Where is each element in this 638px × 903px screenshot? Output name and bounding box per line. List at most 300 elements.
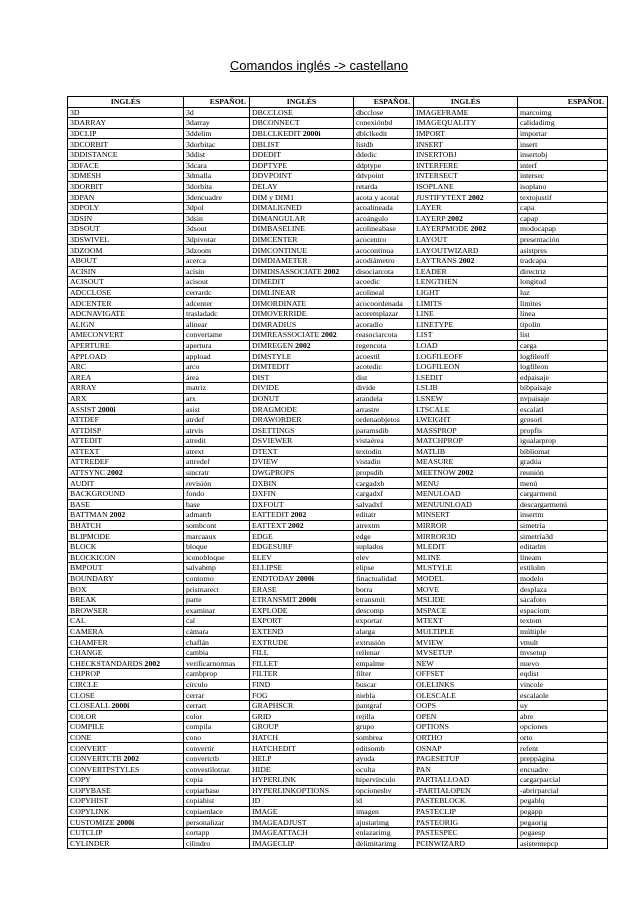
- cell-ingles: FIND: [250, 679, 354, 690]
- cell-espanol: salvadxf: [354, 499, 414, 510]
- cell-ingles: CAL: [68, 616, 184, 627]
- table-row: [68, 414, 608, 425]
- cell-espanol: copiahist: [184, 796, 250, 807]
- table-row: [68, 139, 608, 150]
- cell-espanol: edpaisaje: [518, 372, 608, 383]
- cell-ingles: LOGFILEOFF: [414, 351, 518, 362]
- cell-espanol: grosorl: [518, 414, 608, 425]
- table-row: [68, 319, 608, 330]
- cell-espanol: acocoordenada: [354, 298, 414, 309]
- cell-ingles: CUTCLIP: [68, 827, 184, 838]
- table-row: [68, 669, 608, 680]
- cell-ingles: DBLCLKEDIT 2000i: [250, 128, 354, 139]
- table-row: [68, 213, 608, 224]
- cell-espanol: atrextm: [354, 520, 414, 531]
- cell-espanol: múltiple: [518, 626, 608, 637]
- cell-ingles: 3DSIN: [68, 213, 184, 224]
- cell-ingles: DVIEW: [250, 457, 354, 468]
- cell-espanol: id: [354, 796, 414, 807]
- cell-espanol: textodin: [354, 446, 414, 457]
- table-row: [68, 499, 608, 510]
- cell-espanol: 3d: [184, 107, 250, 118]
- cell-espanol: simetría: [518, 520, 608, 531]
- cell-espanol: empalme: [354, 658, 414, 669]
- cell-ingles: DIMBASELINE: [250, 224, 354, 235]
- cell-espanol: convertame: [184, 330, 250, 341]
- cell-ingles: OOPS: [414, 700, 518, 711]
- cell-espanol: importar: [518, 128, 608, 139]
- table-row: [68, 838, 608, 849]
- cell-espanol: tradcapa: [518, 255, 608, 266]
- cell-ingles: ADCNAVIGATE: [68, 308, 184, 319]
- cell-ingles: DWGPROPS: [250, 467, 354, 478]
- table-row: [68, 446, 608, 457]
- cell-espanol: insertm: [518, 510, 608, 521]
- cell-espanol: ajustarimg: [354, 817, 414, 828]
- cell-espanol: hipervínculo: [354, 775, 414, 786]
- cell-ingles: DIVIDE: [250, 383, 354, 394]
- cell-espanol: pegaorig: [518, 817, 608, 828]
- cell-ingles: ORTHO: [414, 732, 518, 743]
- cell-espanol: trasladadc: [184, 308, 250, 319]
- cell-ingles: FILLET: [250, 658, 354, 669]
- cell-ingles: 3DDISTANCE: [68, 149, 184, 160]
- cell-espanol: 3darray: [184, 118, 250, 129]
- cell-espanol: acota y acotal: [354, 192, 414, 203]
- table-row: [68, 584, 608, 595]
- cell-ingles: HIDE: [250, 764, 354, 775]
- cell-ingles: MSPACE: [414, 605, 518, 616]
- cell-ingles: HATCHEDIT: [250, 743, 354, 754]
- cell-ingles: CUSTOMIZE 2000i: [68, 817, 184, 828]
- cell-espanol: chaflán: [184, 637, 250, 648]
- cell-ingles: PAGESETUP: [414, 753, 518, 764]
- cell-ingles: GROUP: [250, 722, 354, 733]
- cell-espanol: orto: [518, 732, 608, 743]
- cell-ingles: MEETNOW 2002: [414, 467, 518, 478]
- cell-espanol: cerrar: [184, 690, 250, 701]
- table-row: [68, 298, 608, 309]
- cell-ingles: CAMERA: [68, 626, 184, 637]
- cell-ingles: BHATCH: [68, 520, 184, 531]
- cell-ingles: DIMDIAMETER: [250, 255, 354, 266]
- cell-espanol: revisión: [184, 478, 250, 489]
- cell-ingles: DSETTINGS: [250, 425, 354, 436]
- table-row: [68, 647, 608, 658]
- cell-ingles: OSNAP: [414, 743, 518, 754]
- cell-ingles: DRAWORDER: [250, 414, 354, 425]
- cell-espanol: acotedic: [354, 361, 414, 372]
- cell-ingles: ETRANSMIT 2000i: [250, 594, 354, 605]
- cell-ingles: ACISIN: [68, 266, 184, 277]
- cell-ingles: LSLIB: [414, 383, 518, 394]
- cell-espanol: modocapap: [518, 224, 608, 235]
- cell-espanol: listdb: [354, 139, 414, 150]
- cell-espanol: contorno: [184, 573, 250, 584]
- cell-ingles: OPTIONS: [414, 722, 518, 733]
- table-row: [68, 224, 608, 235]
- cell-ingles: MSLIDE: [414, 594, 518, 605]
- cell-ingles: 3DZOOM: [68, 245, 184, 256]
- table-row: [68, 637, 608, 648]
- cell-ingles: CHPROP: [68, 669, 184, 680]
- table-row: [68, 245, 608, 256]
- cell-ingles: COMPILE: [68, 722, 184, 733]
- cell-espanol: igualarprop: [518, 436, 608, 447]
- cell-ingles: ID: [250, 796, 354, 807]
- cell-ingles: OPEN: [414, 711, 518, 722]
- cell-ingles: BATTMAN 2002: [68, 510, 184, 521]
- cell-espanol: 3dsin: [184, 213, 250, 224]
- cell-espanol: opciones: [518, 722, 608, 733]
- table-row: [68, 383, 608, 394]
- commands-table: [67, 96, 608, 849]
- cell-espanol: personalizar: [184, 817, 250, 828]
- cell-ingles: ENDTODAY 2000i: [250, 573, 354, 584]
- cell-espanol: ddedic: [354, 149, 414, 160]
- cell-espanol: rejilla: [354, 711, 414, 722]
- cell-ingles: COPYHIST: [68, 796, 184, 807]
- cell-espanol: copia: [184, 775, 250, 786]
- cell-ingles: DIMLINEAR: [250, 287, 354, 298]
- cell-ingles: 3DPAN: [68, 192, 184, 203]
- cell-espanol: regencota: [354, 340, 414, 351]
- cell-espanol: 3dorbitac: [184, 139, 250, 150]
- cell-espanol: acerca: [184, 255, 250, 266]
- cell-ingles: APERTURE: [68, 340, 184, 351]
- table-row: [68, 361, 608, 372]
- cell-espanol: appload: [184, 351, 250, 362]
- cell-ingles: OLELINKS: [414, 679, 518, 690]
- cell-ingles: BREAK: [68, 594, 184, 605]
- cell-espanol: attredef: [184, 457, 250, 468]
- cell-ingles: LOAD: [414, 340, 518, 351]
- cell-ingles: DIMALIGNED: [250, 202, 354, 213]
- cell-ingles: AREA: [68, 372, 184, 383]
- cell-espanol: propsdib: [354, 467, 414, 478]
- cell-ingles: FILTER: [250, 669, 354, 680]
- cell-ingles: DIMTEDIT: [250, 361, 354, 372]
- table-row: [68, 425, 608, 436]
- cell-ingles: MLSTYLE: [414, 563, 518, 574]
- cell-ingles: AMECONVERT: [68, 330, 184, 341]
- cell-ingles: IMAGE: [250, 806, 354, 817]
- cell-espanol: nvpaisaje: [518, 393, 608, 404]
- cell-ingles: CYLINDER: [68, 838, 184, 849]
- cell-espanol: descomp: [354, 605, 414, 616]
- cell-ingles: MLEDIT: [414, 541, 518, 552]
- cell-ingles: ELEV: [250, 552, 354, 563]
- cell-ingles: MIRROR: [414, 520, 518, 531]
- cell-ingles: GRID: [250, 711, 354, 722]
- cell-espanol: admatrb: [184, 510, 250, 521]
- cell-ingles: MENULOAD: [414, 488, 518, 499]
- cell-ingles: JUSTIFYTEXT 2002: [414, 192, 518, 203]
- cell-ingles: DIMDISASSOCIATE 2002: [250, 266, 354, 277]
- cell-espanol: acoedic: [354, 277, 414, 288]
- cell-ingles: CLOSE: [68, 690, 184, 701]
- cell-ingles: INTERFERE: [414, 160, 518, 171]
- cell-ingles: PCINWIZARD: [414, 838, 518, 849]
- cell-espanol: vmult: [518, 637, 608, 648]
- cell-ingles: DIM y DIM1: [250, 192, 354, 203]
- cell-espanol: interf: [518, 160, 608, 171]
- cell-ingles: BLOCK: [68, 541, 184, 552]
- table-row: [68, 711, 608, 722]
- cell-espanol: límites: [518, 298, 608, 309]
- table-row: [68, 658, 608, 669]
- table-row: [68, 128, 608, 139]
- header-ingles-2: INGLÉS: [250, 97, 354, 108]
- cell-ingles: EXPORT: [250, 616, 354, 627]
- cell-espanol: desplaza: [518, 584, 608, 595]
- table-row: [68, 171, 608, 182]
- cell-espanol: insert: [518, 139, 608, 150]
- cell-espanol: menú: [518, 478, 608, 489]
- cell-ingles: MVIEW: [414, 637, 518, 648]
- cell-espanol: 3dencuadre: [184, 192, 250, 203]
- cell-ingles: MATLIB: [414, 446, 518, 457]
- table-row: [68, 255, 608, 266]
- cell-ingles: MENUUNLOAD: [414, 499, 518, 510]
- cell-espanol: cargarmenú: [518, 488, 608, 499]
- cell-ingles: DBCONNECT: [250, 118, 354, 129]
- table-row: [68, 181, 608, 192]
- cell-espanol: simetría3d: [518, 531, 608, 542]
- cell-ingles: BLOCKICON: [68, 552, 184, 563]
- cell-espanol: sombrea: [354, 732, 414, 743]
- cell-ingles: DIMEDIT: [250, 277, 354, 288]
- cell-ingles: CIRCLE: [68, 679, 184, 690]
- cell-ingles: EXPLODE: [250, 605, 354, 616]
- cell-espanol: cargarparcial: [518, 775, 608, 786]
- cell-ingles: DIMRADIUS: [250, 319, 354, 330]
- cell-ingles: ATTDISP: [68, 425, 184, 436]
- cell-espanol: luz: [518, 287, 608, 298]
- cell-espanol: pantgraf: [354, 700, 414, 711]
- cell-espanol: convertir: [184, 743, 250, 754]
- cell-ingles: LSEDIT: [414, 372, 518, 383]
- cell-ingles: HYPERLINK: [250, 775, 354, 786]
- cell-ingles: BMPOUT: [68, 563, 184, 574]
- cell-espanol: niebla: [354, 690, 414, 701]
- cell-ingles: DDEDIT: [250, 149, 354, 160]
- cell-ingles: 3DCLIP: [68, 128, 184, 139]
- header-ingles-3: INGLÉS: [414, 97, 518, 108]
- cell-espanol: gradúa: [518, 457, 608, 468]
- table-row: [68, 531, 608, 542]
- cell-ingles: DBLIST: [250, 139, 354, 150]
- cell-ingles: CHECKSTANDARDS 2002: [68, 658, 184, 669]
- cell-ingles: DIST: [250, 372, 354, 383]
- cell-espanol: alinear: [184, 319, 250, 330]
- cell-espanol: copiarbase: [184, 785, 250, 796]
- cell-espanol: presentación: [518, 234, 608, 245]
- cell-espanol: propfis: [518, 425, 608, 436]
- cell-ingles: MULTIPLE: [414, 626, 518, 637]
- cell-ingles: ACISOUT: [68, 277, 184, 288]
- table-row: [68, 266, 608, 277]
- cell-espanol: copiaenlace: [184, 806, 250, 817]
- cell-ingles: 3DSOUT: [68, 224, 184, 235]
- cell-ingles: CONVERTPSTYLES: [68, 764, 184, 775]
- table-row: [68, 202, 608, 213]
- cell-espanol: textojustif: [518, 192, 608, 203]
- cell-espanol: vincole: [518, 679, 608, 690]
- table-row: [68, 393, 608, 404]
- cell-espanol: asistpres: [518, 245, 608, 256]
- cell-ingles: LAYER: [414, 202, 518, 213]
- cell-espanol: logfileon: [518, 361, 608, 372]
- cell-espanol: convertctb: [184, 753, 250, 764]
- cell-espanol: vistadin: [354, 457, 414, 468]
- cell-ingles: LENGTHEN: [414, 277, 518, 288]
- cell-espanol: marcaaux: [184, 531, 250, 542]
- cell-espanol: parte: [184, 594, 250, 605]
- cell-espanol: extrusión: [354, 637, 414, 648]
- cell-ingles: COPY: [68, 775, 184, 786]
- table-row: [68, 764, 608, 775]
- cell-espanol: acoalineada: [354, 202, 414, 213]
- cell-espanol: opcioneshv: [354, 785, 414, 796]
- cell-espanol: escalaole: [518, 690, 608, 701]
- cell-ingles: ISOPLANE: [414, 181, 518, 192]
- table-row: [68, 330, 608, 341]
- table-row: [68, 785, 608, 796]
- cell-espanol: bloque: [184, 541, 250, 552]
- cell-ingles: INSERTOBJ: [414, 149, 518, 160]
- table-row: [68, 594, 608, 605]
- header-ingles-1: INGLÉS: [68, 97, 184, 108]
- cell-ingles: MTEXT: [414, 616, 518, 627]
- cell-ingles: IMAGEATTACH: [250, 827, 354, 838]
- cell-espanol: suplados: [354, 541, 414, 552]
- cell-espanol: marcoimg: [518, 107, 608, 118]
- cell-ingles: IMAGEFRAME: [414, 107, 518, 118]
- table-row: [68, 404, 608, 415]
- cell-espanol: bibliomat: [518, 446, 608, 457]
- cell-espanol: cargadxb: [354, 478, 414, 489]
- cell-ingles: ATTSYNC 2002: [68, 467, 184, 478]
- cell-ingles: LIGHT: [414, 287, 518, 298]
- cell-espanol: finactualidad: [354, 573, 414, 584]
- cell-ingles: LIMITS: [414, 298, 518, 309]
- cell-espanol: sacafoto: [518, 594, 608, 605]
- cell-espanol: directriz: [518, 266, 608, 277]
- table-row: [68, 817, 608, 828]
- cell-espanol: elipse: [354, 563, 414, 574]
- cell-ingles: DIMCONTINUE: [250, 245, 354, 256]
- table-row: [68, 616, 608, 627]
- cell-ingles: IMAGECLIP: [250, 838, 354, 849]
- cell-espanol: oculta: [354, 764, 414, 775]
- cell-ingles: MOVE: [414, 584, 518, 595]
- cell-ingles: PASTEORIG: [414, 817, 518, 828]
- table-row: [68, 340, 608, 351]
- table-row: [68, 351, 608, 362]
- table-row: [68, 573, 608, 584]
- cell-espanol: acoángulo: [354, 213, 414, 224]
- cell-ingles: ATTREDEF: [68, 457, 184, 468]
- cell-espanol: base: [184, 499, 250, 510]
- cell-ingles: LINETYPE: [414, 319, 518, 330]
- table-row: [68, 775, 608, 786]
- cell-espanol: círculo: [184, 679, 250, 690]
- cell-espanol: asistentepcp: [518, 838, 608, 849]
- cell-ingles: BROWSER: [68, 605, 184, 616]
- cell-ingles: EDGE: [250, 531, 354, 542]
- cell-ingles: BLIPMODE: [68, 531, 184, 542]
- cell-espanol: encuadre: [518, 764, 608, 775]
- cell-espanol: alarga: [354, 626, 414, 637]
- cell-ingles: ARC: [68, 361, 184, 372]
- cell-espanol: verificarnormas: [184, 658, 250, 669]
- cell-ingles: LAYERP 2002: [414, 213, 518, 224]
- cell-ingles: PARTIALLOAD: [414, 775, 518, 786]
- table-row: [68, 700, 608, 711]
- cell-espanol: cerrart: [184, 700, 250, 711]
- cell-espanol: atredit: [184, 436, 250, 447]
- cell-espanol: arco: [184, 361, 250, 372]
- cell-espanol: paramsdib: [354, 425, 414, 436]
- cell-ingles: ABOUT: [68, 255, 184, 266]
- table-row: [68, 827, 608, 838]
- cell-espanol: vistaérea: [354, 436, 414, 447]
- cell-ingles: PASTEBLOCK: [414, 796, 518, 807]
- cell-ingles: HELP: [250, 753, 354, 764]
- cell-ingles: DIMREASSOCIATE 2002: [250, 330, 354, 341]
- cell-ingles: ARRAY: [68, 383, 184, 394]
- cell-ingles: ATTEDIT: [68, 436, 184, 447]
- cell-ingles: CHAMFER: [68, 637, 184, 648]
- cell-espanol: color: [184, 711, 250, 722]
- cell-ingles: 3DMESH: [68, 171, 184, 182]
- cell-espanol: 3dpivotar: [184, 234, 250, 245]
- table-row: [68, 679, 608, 690]
- table-row: [68, 541, 608, 552]
- cell-ingles: DBCCLOSE: [250, 107, 354, 118]
- header-espanol-1: ESPAÑOL: [184, 97, 250, 108]
- table-row: [68, 722, 608, 733]
- table-row: [68, 563, 608, 574]
- cell-espanol: ayuda: [354, 753, 414, 764]
- cell-ingles: ASSIST 2000i: [68, 404, 184, 415]
- cell-espanol: cortapp: [184, 827, 250, 838]
- cell-espanol: 3dmalla: [184, 171, 250, 182]
- cell-ingles: ADCCLOSE: [68, 287, 184, 298]
- cell-espanol: escalatl: [518, 404, 608, 415]
- table-row: [68, 552, 608, 563]
- cell-ingles: 3DSWIVEL: [68, 234, 184, 245]
- cell-espanol: 3dzoom: [184, 245, 250, 256]
- cell-ingles: DDVPOINT: [250, 171, 354, 182]
- cell-espanol: dist: [354, 372, 414, 383]
- cell-ingles: FILL: [250, 647, 354, 658]
- cell-ingles: PASTECLIP: [414, 806, 518, 817]
- cell-ingles: CLOSEALL 2000i: [68, 700, 184, 711]
- cell-espanol: 3dcara: [184, 160, 250, 171]
- cell-ingles: PAN: [414, 764, 518, 775]
- cell-espanol: pegablq: [518, 796, 608, 807]
- cell-espanol: cambprop: [184, 669, 250, 680]
- cell-espanol: reunión: [518, 467, 608, 478]
- cell-espanol: acolineabase: [354, 224, 414, 235]
- table-row: [68, 806, 608, 817]
- table-row: [68, 478, 608, 489]
- table-row: [68, 605, 608, 616]
- cell-ingles: 3DCORBIT: [68, 139, 184, 150]
- cell-ingles: DIMREGEN 2002: [250, 340, 354, 351]
